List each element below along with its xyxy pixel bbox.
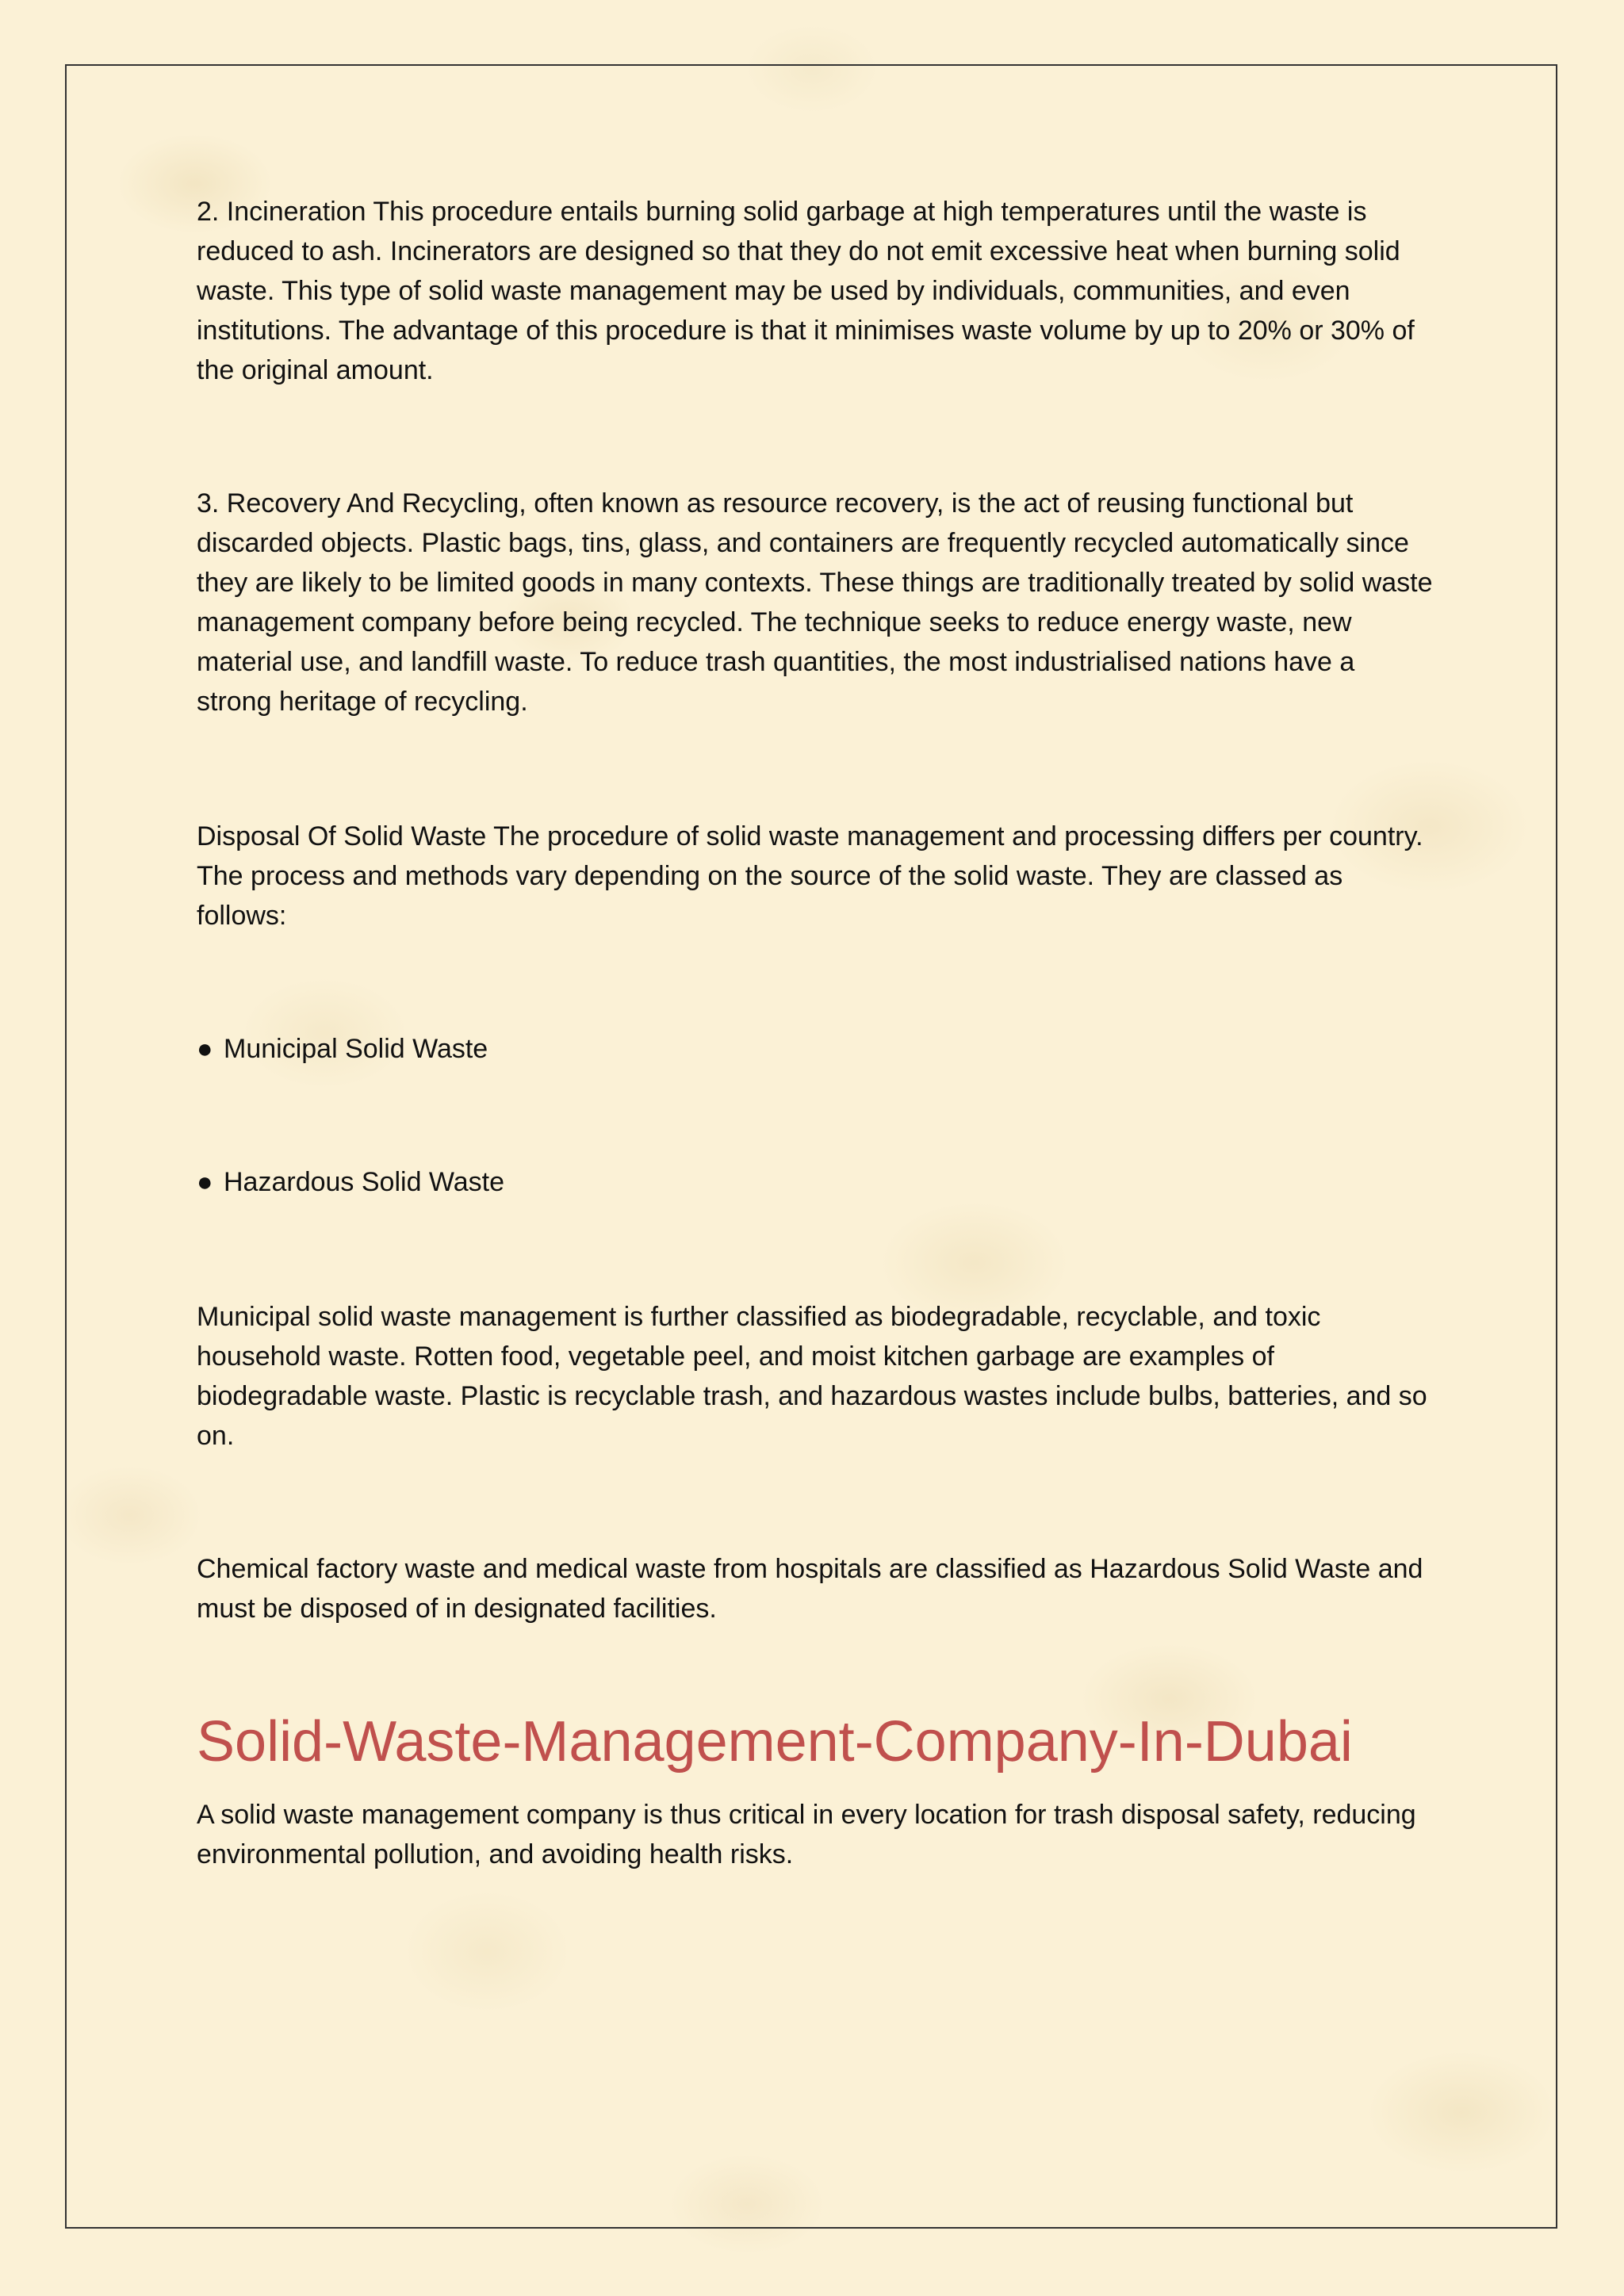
document-body (197, 192, 1434, 1874)
paragraph-incineration: 2. Incineration This procedure entails burning solid garbage at high temperatures until the waste is reduced to ash. Incinerators are designed so that they do not emit excessive heat when burning solid waste. This type of solid waste management may be used by individuals, communities, and even institutions. The advantage of this procedure is that it minimises waste volume by up to 20% or 30% of the original amount. (197, 197, 1415, 385)
bullet-text-municipal: Municipal Solid Waste (224, 1034, 488, 1064)
bullet-item-municipal (197, 1029, 1434, 1069)
bullet-text-hazardous: Hazardous Solid Waste (224, 1167, 505, 1197)
bullet-item-hazardous (197, 1162, 1434, 1202)
paragraph-conclusion: A solid waste management company is thus critical in every location for trash disposal safety, reducing environmental pollution, and avoiding health risks. (197, 1800, 1416, 1869)
paragraph-municipal-classification: Municipal solid waste management is further classified as biodegradable, recyclable, and toxic household waste. Rotten food, vegetable peel, and moist kitchen garbage are examples of biodegradable waste. Plastic is recyclable trash, and hazardous wastes include bulbs, batteries, and so on. (197, 1302, 1427, 1451)
paragraph-recovery-recycling: 3. Recovery And Recycling, often known as resource recovery, is the act of reusing functional but discarded objects. Plastic bags, tins, glass, and containers are frequently recycled automatically since they are likely to be limited goods in many contexts. These things are traditionally treated by solid waste management company before being recycled. The technique seeks to reduce energy waste, new material use, and landfill waste. To reduce trash quantities, the most industrialised nations have a strong heritage of recycling. (197, 488, 1433, 717)
bullet-icon: ● (197, 1034, 213, 1064)
bullet-icon: ● (197, 1167, 213, 1197)
paragraph-disposal: Disposal Of Solid Waste The procedure of solid waste management and processing differs per country. The process and methods vary depending on the source of the solid waste. They are classed as follows: (197, 821, 1423, 931)
section-heading: Solid-Waste-Management-Company-In-Dubai (197, 1710, 1353, 1774)
paragraph-hazardous-classification: Chemical factory waste and medical waste from hospitals are classified as Hazardous Solid Waste and must be disposed of in designated facilities. (197, 1554, 1423, 1624)
